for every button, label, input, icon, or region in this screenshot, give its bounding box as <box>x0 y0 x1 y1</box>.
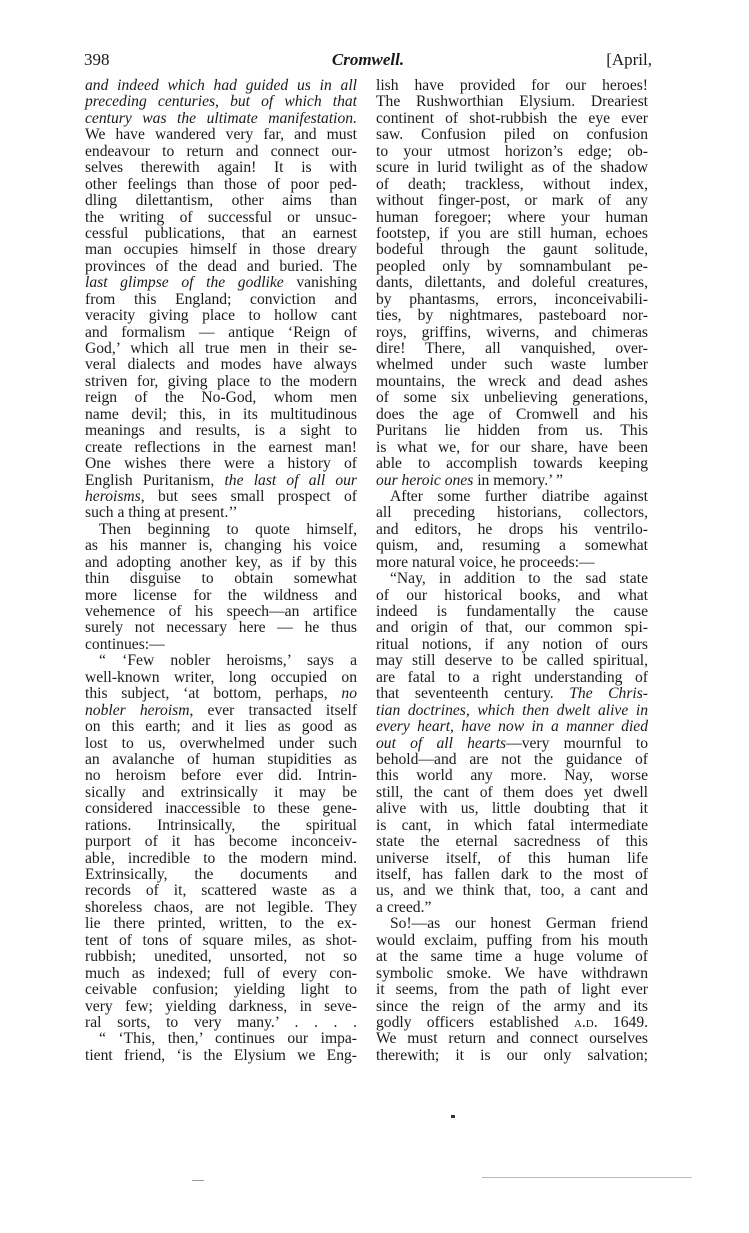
roman-text: , ever transacted itself <box>189 701 358 719</box>
text-line: ties, by nightmares, pasteboard nor- <box>376 307 648 325</box>
text-line: Then beginning to quote himself, <box>99 520 357 538</box>
roman-text: that seventeenth century. <box>376 685 570 703</box>
text-line: lish have provided for our heroes! <box>376 77 648 94</box>
text-line: and formalism — antique ‘Reign of <box>85 323 357 341</box>
italic-text: heroisms <box>85 487 141 505</box>
text-line: mountains, the wreck and dead ashes <box>376 372 648 390</box>
text-line: and editors, he drops his ventrilo- <box>376 520 648 538</box>
scan-artifact <box>192 1180 204 1181</box>
page-header <box>84 50 652 72</box>
roman-text: godly officers established <box>376 1013 574 1031</box>
text-line <box>376 703 648 719</box>
text-line: is what we, for our share, have been <box>376 438 648 456</box>
text-line: other feelings than those of poor ped- <box>85 175 357 193</box>
text-line: surely not necessary here — he thus <box>85 619 357 637</box>
text-line <box>376 473 648 489</box>
text-line: lost to us, overwhelmed under such <box>85 734 357 752</box>
text-line: us, and we think that, too, a cant and <box>376 882 648 900</box>
text-line: thin disguise to obtain somewhat <box>85 570 357 588</box>
italic-text: nobler heroism <box>85 701 190 719</box>
text-line: is cant, in which fatal intermediate <box>376 816 648 834</box>
text-line: God,’ which all true men in their se- <box>85 340 357 357</box>
text-line: lie there printed, written, to the ex- <box>85 915 357 933</box>
text-line <box>376 686 648 702</box>
text-line: an avalanche of human stupidities as <box>85 750 357 768</box>
text-line <box>85 275 357 291</box>
text-line: continent of shot-rubbish the eye ever <box>376 109 648 127</box>
text-line: the writing of successful or unsuc- <box>85 208 357 226</box>
italic-text: every heart, have now in a manner died <box>376 718 648 736</box>
left-column <box>85 78 357 1064</box>
text-line: may still deserve to be called spiritual, <box>376 652 648 670</box>
scan-artifact <box>451 1115 455 1118</box>
text-line: One wishes there were a history of <box>85 455 357 473</box>
text-line: therewith; it is our only salvation; <box>376 1046 648 1064</box>
text-line: man occupies himself in those dreary <box>85 241 357 259</box>
text-line: Puritans lie hidden from us. This <box>376 422 648 440</box>
text-line: dants, dilettants, and doleful creatures, <box>376 274 648 292</box>
text-line: it seems, from the path of light ever <box>376 981 648 999</box>
text-line: footstep, if you are still human, echoes <box>376 224 648 242</box>
text-line: from this England; conviction and <box>85 290 357 308</box>
text-line: does the age of Cromwell and his <box>376 405 648 423</box>
text-line: indeed is fundamentally the cause <box>376 603 648 620</box>
text-line: reign of the No-God, whom men <box>85 389 357 407</box>
text-line: purport of it has become inconceiv- <box>85 833 357 851</box>
text-line: scure in lurid twilight as of the shadow <box>376 159 648 177</box>
text-line: veracity giving place to hollow cant <box>85 307 357 325</box>
text-line: “ ‘This, then,’ continues our impa- <box>99 1030 357 1048</box>
text-line: much as indexed; full of every con- <box>85 964 357 982</box>
italic-text: the last of all our <box>224 471 357 489</box>
text-line: striven for, giving place to the modern <box>85 372 357 390</box>
italic-text: The Chris- <box>569 685 648 703</box>
text-line <box>376 719 648 735</box>
text-line: dling dilettantism, other aims than <box>85 192 357 210</box>
text-line: endeavour to return and connect our- <box>85 142 357 160</box>
text-line: shoreless chaos, are not legible. They <box>85 898 357 916</box>
italic-text: out of all hearts <box>376 734 507 752</box>
text-line: more natural voice, he proceeds:— <box>376 553 595 571</box>
italic-text: our heroic ones <box>376 471 474 489</box>
text-line: still, the cant of them does yet dwell <box>376 783 648 801</box>
text-line: cessful publications, that an earnest <box>85 224 357 242</box>
page-number: 398 <box>84 50 110 69</box>
scan-artifact <box>482 1177 692 1178</box>
text-line: alive with us, little doubting that it <box>376 800 648 818</box>
text-line: a creed.” <box>376 898 432 916</box>
text-line <box>85 686 357 702</box>
text-line: rations. Intrinsically, the spiritual <box>85 816 357 834</box>
text-line: of death; trackless, without index, <box>376 175 648 193</box>
text-line <box>85 489 357 505</box>
italic-text: preceding centuries, but of which that <box>85 93 357 111</box>
text-line <box>85 78 357 94</box>
text-line: and adopting another key, as if by this <box>85 553 357 571</box>
text-line <box>85 703 357 719</box>
text-line <box>85 473 357 489</box>
text-line: ceivable confusion; yielding light to <box>85 981 357 999</box>
text-line: So!—as our honest German friend <box>390 915 648 933</box>
text-line: well-known writer, long occupied on <box>85 668 357 686</box>
text-line: saw. Confusion piled on confusion <box>376 126 648 144</box>
text-line <box>376 736 648 752</box>
text-line: vehemence of his speech—an artifice <box>85 603 357 620</box>
text-line: name devil; this, in its multitudinous <box>85 405 357 423</box>
text-line: continues:— <box>85 635 165 653</box>
text-line: “ ‘Few nobler heroisms,’ says a <box>99 652 357 670</box>
roman-text: English Puritanism, <box>85 471 225 489</box>
italic-text: century was the ultimate manifestation. <box>85 109 357 127</box>
text-line: are fatal to a right understanding of <box>376 668 648 686</box>
text-line: whelmed under such waste lumber <box>376 356 648 374</box>
text-line: by phantasms, errors, inconceivabili- <box>376 290 648 308</box>
text-line: would exclaim, puffing from his mouth <box>376 931 648 949</box>
text-line: bodeful through the gaunt solitude, <box>376 241 648 259</box>
text-line: of our historical books, and what <box>376 586 648 604</box>
text-line: human foregoer; where your human <box>376 208 648 226</box>
text-line: ral sorts, to very many.’ . . . . <box>85 1013 357 1031</box>
text-line: records of it, scattered waste as a <box>85 882 357 900</box>
text-line: selves therewith again! It is with <box>85 159 357 177</box>
text-line: ritual notions, if any notion of ours <box>376 635 648 653</box>
text-line: sically and extrinsically it may be <box>85 783 357 801</box>
issue-date: [April, <box>606 50 652 69</box>
text-line: no heroism before ever did. Intrin- <box>85 767 357 785</box>
text-line: rubbish; unedited, unsorted, not so <box>85 948 357 966</box>
text-line: universe itself, of this human life <box>376 849 648 867</box>
text-line: “Nay, in addition to the sad state <box>390 570 648 588</box>
text-line: dire! There, all vanquished, over- <box>376 340 648 357</box>
roman-text: —very mournful to <box>506 734 649 752</box>
roman-text: vanishing <box>283 274 357 292</box>
text-line <box>85 94 357 110</box>
roman-text: , but sees small prospect of <box>140 487 357 505</box>
text-line: quism, and, resuming a somewhat <box>376 537 648 555</box>
text-line: provinces of the dead and buried. The <box>85 257 357 275</box>
text-line: tent of tons of square miles, as shot- <box>85 931 357 949</box>
text-line: on this earth; and it lies as good as <box>85 718 357 736</box>
text-line: without finger-post, or mark of any <box>376 192 648 210</box>
italic-text: and indeed which had guided us in all <box>85 77 357 94</box>
text-line: We have wandered very far, and must <box>85 126 357 144</box>
text-line: more license for the wildness and <box>85 586 357 604</box>
text-line: symbolic smoke. We have withdrawn <box>376 964 648 982</box>
small-caps-text: a.d. <box>573 1013 598 1031</box>
text-line: as his manner is, changing his voice <box>85 537 357 555</box>
text-line: such a thing at present.’’ <box>85 504 238 522</box>
text-line: since the reign of the army and its <box>376 997 648 1015</box>
running-title: Cromwell. <box>331 50 405 69</box>
text-line: The Rushworthian Elysium. Dreariest <box>376 93 648 111</box>
text-line: of some six unbelieving generations, <box>376 389 648 407</box>
text-line: Extrinsically, the documents and <box>85 866 357 883</box>
text-line: itself, has fallen dark to the most of <box>376 866 648 883</box>
italic-text: tian doctrines, which then dwelt alive in <box>376 701 648 719</box>
text-line: After some further diatribe against <box>390 487 648 505</box>
text-line: roys, griffins, wiverns, and chimeras <box>376 323 648 341</box>
text-line: this world any more. Nay, worse <box>376 767 648 785</box>
text-line <box>376 1015 648 1031</box>
text-line: veral dialects and modes have always <box>85 356 357 374</box>
right-column <box>376 78 648 1064</box>
text-line: able, incredible to the modern mind. <box>85 849 357 867</box>
roman-text: 1649. <box>597 1013 649 1031</box>
text-line: create reflections in the earnest man! <box>85 438 357 456</box>
text-line: all preceding historians, collectors, <box>376 504 648 522</box>
text-line: peopled only by somnambulant pe- <box>376 257 648 275</box>
text-line: to your utmost horizon’s edge; ob- <box>376 142 648 160</box>
text-line: meanings and results, is a sight to <box>85 422 357 440</box>
text-line: behold—and are not the guidance of <box>376 750 648 768</box>
text-line: able to accomplish towards keeping <box>376 455 648 473</box>
text-line: tient friend, ‘is the Elysium we Eng- <box>85 1046 357 1064</box>
italic-text: last glimpse of the godlike <box>85 274 284 292</box>
roman-text: this subject, ‘at bottom, perhaps, <box>85 685 342 703</box>
text-line: very few; yielding darkness, in seve- <box>85 997 357 1015</box>
text-line: considered inaccessible to these gene- <box>85 800 357 818</box>
text-line <box>85 111 357 127</box>
text-line: We must return and connect ourselves <box>376 1030 648 1048</box>
text-line: at the same time a huge volume of <box>376 948 648 966</box>
text-line: state the eternal sacredness of this <box>376 833 648 851</box>
text-line: and origin of that, our common spi- <box>376 619 648 637</box>
italic-text: no <box>341 685 357 703</box>
roman-text: in memory.’ ” <box>473 471 563 489</box>
